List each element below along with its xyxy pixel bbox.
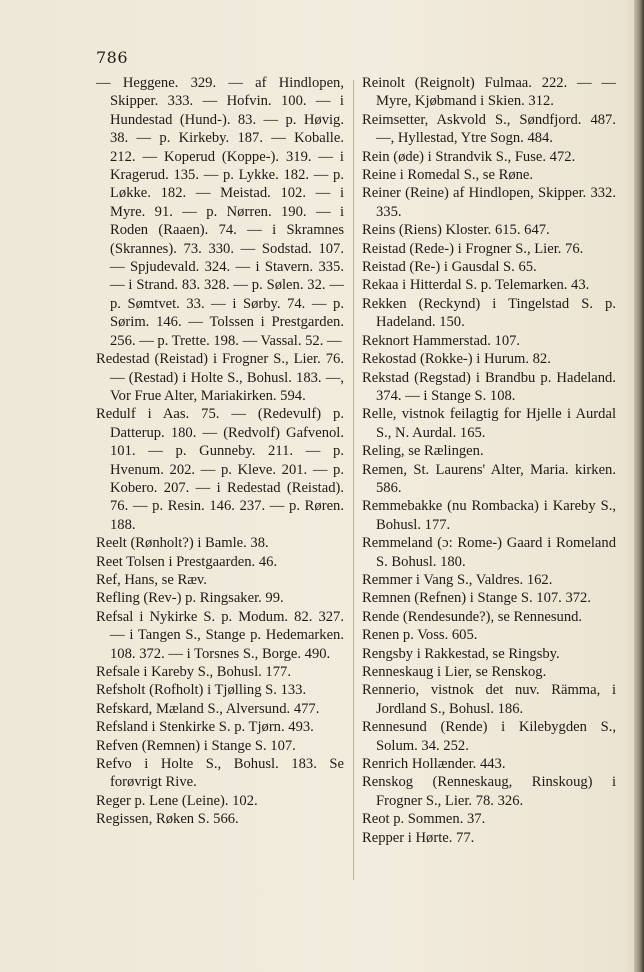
index-entry: Refven (Remnen) i Stange S. 107. — [96, 737, 296, 754]
index-entry: Reiner (Reine) af Hindlopen, Skipper. 332. 335. — [362, 185, 616, 220]
index-entry: Rein (øde) i Strandvik S., Fuse. 472. — [362, 148, 576, 165]
right-column — [362, 74, 616, 847]
left-column — [96, 74, 344, 829]
index-entry: Repper i Hørte. 77. — [362, 829, 475, 846]
index-entry: Relle, vistnok feilagtig for Hjelle i Aurdal S., N. Aurdal. 165. — [362, 406, 616, 441]
index-entry: Reins (Riens) Kloster. 615. 647. — [362, 222, 550, 239]
index-entry: Remmeland (ɔ: Rome-) Gaard i Romeland S. Bohusl. 180. — [362, 535, 616, 570]
index-entry: Renrich Hollænder. 443. — [362, 756, 506, 773]
column-divider — [353, 80, 354, 880]
index-entry: Reot p. Sommen. 37. — [362, 811, 486, 828]
index-entry: Renen p. Voss. 605. — [362, 627, 478, 644]
index-entry: Reknort Hammerstad. 107. — [362, 332, 521, 349]
index-entry: Rekken (Reckynd) i Tingelstad S. p. Hadeland. 150. — [362, 295, 616, 331]
index-entry: Refling (Rev-) p. Ringsaker. 99. — [96, 590, 284, 607]
index-entry: Rekstad (Regstad) i Brandbu p. Hadeland. 374. — i Stange S. 108. — [362, 369, 616, 404]
index-entry: Refskard, Mæland S., Alversund. 477. — [96, 700, 320, 717]
index-entry: Rennesund (Rende) i Kilebygden S., Solum. 34. 252. — [362, 719, 616, 754]
index-entry: — Heggene. 329. — af Hindlopen, Skipper. 333. — Hofvin. 100. — i Hundestad (Hund-). 83. — p. Høvig. 38. — p. Kirkeby. 187. — Koballe. 212. — Koperud (Koppe-). 319. — i Kragerud. 135. — p. Lykke. 182. — p. Løkke. 182. — Meistad. 102. — i Myre. 91. — p. Nørren. 190. — i Roden (Raaen). 74. — i Skramnes (Skrannes). 73. 330. — Sodstad. 107. — Spjudevald. 324. — i Stavern. 335. — i Strand. 83. 328. — p. Sølen. 32. — p. Sømtvet. 33. — i Sørby. 74. — p. Sørim. 146. — Tolssen i Prestgarden. 256. — p. Trette. 198. — Vassal. 52. — — [96, 75, 344, 349]
index-entry: Reelt (Rønholt?) i Bamle. 38. — [96, 535, 269, 552]
index-entry: Reimsetter, Askvold S., Søndfjord. 487. —, Hyllestad, Ytre Sogn. 484. — [362, 111, 616, 147]
index-entry: Refsal i Nykirke S. p. Modum. 82. 327. — i Tangen S., Stange p. Hedemarken. 108. 372. — i Torsnes S., Borge. 490. — [96, 608, 344, 662]
index-entry: Refsholt (Rofholt) i Tjølling S. 133. — [96, 682, 307, 699]
index-entry: Redulf i Aas. 75. — (Redevulf) p. Datterup. 180. — (Redvolf) Gafvenol. 101. — p. Gunneby. 211. — p. Hvenum. 202. — p. Kleve. 201. — p. Kobero. 207. — i Redestad (Reistad). 76. — p. Resin. 146. 237. — p. Røren. 188. — [96, 406, 344, 533]
index-entry: Redestad (Reistad) i Frogner S., Lier. 76. — (Restad) i Holte S., Bohusl. 183. —, Vor Frue Alter, Mariakirken. 594. — [96, 351, 344, 404]
index-entry: Refsland i Stenkirke S. p. Tjørn. 493. — [96, 719, 314, 736]
index-entry: Renskog (Renneskaug, Rinskoug) i Frogner S., Lier. 78. 326. — [362, 774, 616, 809]
page-number: 786 — [96, 48, 129, 67]
index-entry: Refvo i Holte S., Bohusl. 183. Se forøvrigt Rive. — [96, 756, 344, 791]
index-entry: Rende (Rendesunde?), se Rennesund. — [362, 608, 583, 625]
index-entry: Rengsby i Rakkestad, se Ringsby. — [362, 645, 560, 662]
page-edge — [634, 0, 644, 972]
index-entry: Regissen, Røken S. 566. — [96, 811, 239, 828]
index-entry: Reet Tolsen i Prestgaarden. 46. — [96, 553, 278, 570]
index-entry: Rennerio, vistnok det nuv. Rämma, i Jordland S., Bohusl. 186. — [362, 682, 616, 717]
index-entry: Reger p. Lene (Leine). 102. — [96, 792, 258, 809]
index-entry: Remmebakke (nu Rombacka) i Kareby S., Bohusl. 177. — [362, 498, 616, 533]
index-entry: Reling, se Rælingen. — [362, 443, 484, 460]
index-entry: Refsale i Kareby S., Bohusl. 177. — [96, 664, 291, 680]
index-entry: Renneskaug i Lier, se Renskog. — [362, 664, 547, 680]
index-entry: Ref, Hans, se Ræv. — [96, 571, 207, 588]
index-entry: Remmer i Vang S., Valdres. 162. — [362, 571, 553, 588]
index-entry: Reistad (Re-) i Gausdal S. 65. — [362, 259, 537, 276]
index-entry: Rekostad (Rokke-) i Hurum. 82. — [362, 351, 551, 368]
index-entry: Rekaa i Hitterdal S. p. Telemarken. 43. — [362, 277, 590, 294]
index-entry: Reinolt (Reignolt) Fulmaa. 222. — — Myre, Kjøbmand i Skien. 312. — [362, 75, 616, 110]
index-entry: Remen, St. Laurens' Alter, Maria. kirken. 586. — [362, 461, 616, 496]
index-entry: Reistad (Rede-) i Frogner S., Lier. 76. — [362, 240, 584, 257]
index-entry: Reine i Romedal S., se Røne. — [362, 167, 534, 184]
index-entry: Remnen (Refnen) i Stange S. 107. 372. — [362, 590, 592, 607]
